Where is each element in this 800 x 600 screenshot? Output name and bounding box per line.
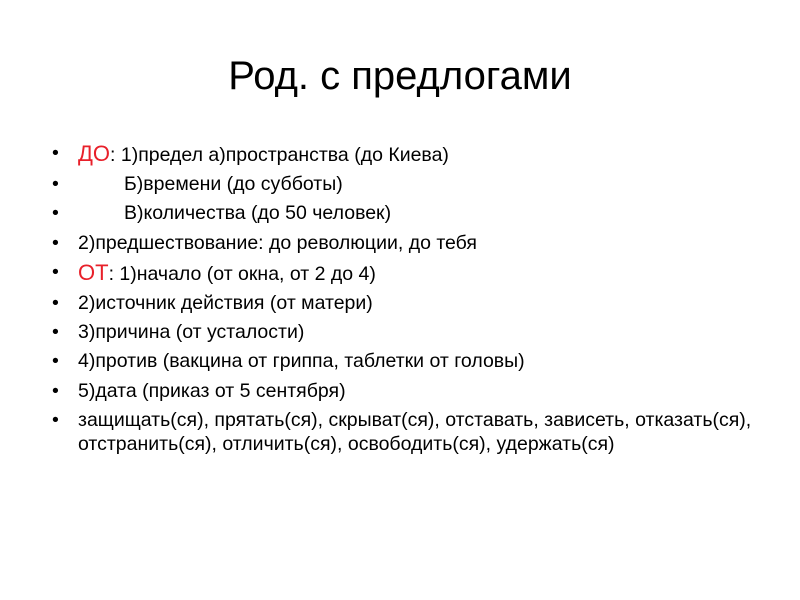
list-item bbox=[50, 347, 770, 376]
list-item-text: : 1)начало (от окна, от 2 до 4) bbox=[108, 262, 376, 285]
bullet-icon: • bbox=[52, 173, 59, 196]
list-item bbox=[50, 258, 770, 289]
list-item bbox=[50, 289, 770, 318]
preposition-do: ДО bbox=[78, 141, 111, 166]
list-item-text: 3)причина (от усталости) bbox=[78, 321, 305, 344]
bullet-icon: • bbox=[52, 350, 59, 373]
slide-title: Род. с предлогами bbox=[228, 54, 572, 98]
list-item bbox=[50, 377, 770, 406]
bullet-icon: • bbox=[52, 321, 59, 344]
list-item-text: 4)против (вакцина от гриппа, таблетки от головы) bbox=[78, 350, 525, 373]
bullet-icon: • bbox=[52, 379, 59, 402]
bullet-icon: • bbox=[52, 260, 59, 283]
list-item bbox=[50, 408, 770, 456]
bullet-icon: • bbox=[52, 202, 59, 225]
list-item-text: 5)дата (приказ от 5 сентября) bbox=[78, 379, 346, 402]
list-item-text: : 1)предел а)пространства (до Киева) bbox=[110, 144, 449, 166]
bullet-icon: • bbox=[52, 408, 59, 431]
list-item bbox=[50, 229, 770, 258]
bullet-icon: • bbox=[52, 142, 59, 164]
list-item-text: Б)времени (до субботы) bbox=[124, 173, 343, 196]
bullet-list bbox=[50, 139, 770, 456]
list-item bbox=[50, 318, 770, 347]
list-item-text: В)количества (до 50 человек) bbox=[124, 202, 392, 225]
preposition-ot: ОТ bbox=[78, 259, 109, 285]
list-item-text: 2)предшествование: до революции, до тебя bbox=[78, 231, 477, 254]
list-item-text: защищать(ся), прятать(ся), скрыват(ся), отставать, зависеть, отказать(ся), отстранить(ся), отличить(ся), освободить(ся), удержать(ся) bbox=[78, 408, 752, 455]
list-item bbox=[50, 199, 770, 228]
list-item-text: 2)источник действия (от матери) bbox=[78, 292, 373, 315]
bullet-icon: • bbox=[52, 231, 59, 254]
list-item bbox=[50, 139, 770, 170]
list-item bbox=[50, 170, 770, 199]
bullet-icon: • bbox=[52, 292, 59, 315]
